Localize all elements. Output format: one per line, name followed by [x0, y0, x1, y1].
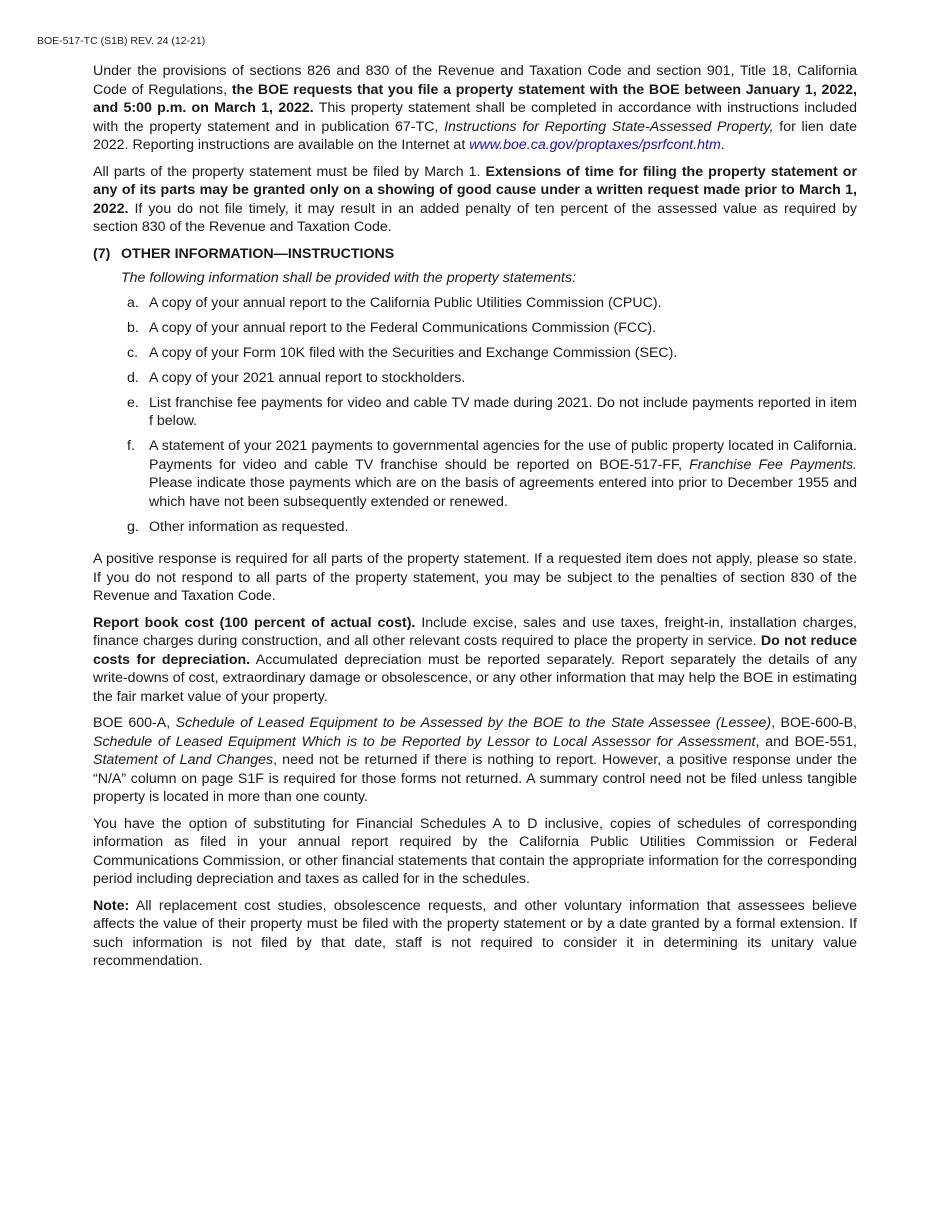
document-body	[93, 62, 857, 979]
list-item: d. A copy of your 2021 annual report to stockholders.	[127, 369, 466, 386]
filing-deadline-paragraph: All parts of the property statement must be filed by March 1. Extensions of time for filing the property statement or any of its parts may be granted only on a showing of good cause under a written request made prior to March 1, 2022. If you do not file timely, it may result in an added penalty of ten percent of the assessed value as required by section 830 of the Revenue and Taxation Code.	[93, 163, 857, 235]
leased-equipment-paragraph: BOE 600-A, Schedule of Leased Equipment to be Assessed by the BOE to the State Assessee (Lessee), BOE-600-B, Schedule of Leased Equipment Which is to be Reported by Lessor to Local Assessor for Assessment, and BOE-551, Statement of Land Changes, need not be returned if there is nothing to report. However, a positive response under the “N/A” column on page S1F is required for those forms not returned. A summary control need not be filed unless tangible property is located in more than one county.	[93, 715, 858, 805]
required-items-list	[93, 294, 857, 537]
list-item: g. Other information as requested.	[127, 518, 349, 535]
boe-instructions-link[interactable]: www.boe.ca.gov/proptaxes/psrfcont.htm	[469, 137, 721, 153]
note-label: Note:	[93, 897, 130, 914]
list-item: c. A copy of your Form 10K filed with the Securities and Exchange Commission (SEC).	[127, 344, 678, 361]
section-7-intro: The following information shall be provided with the property statements:	[121, 270, 577, 286]
list-item: f. A statement of your 2021 payments to governmental agencies for the use of public property located in California. Payments for video and cable TV franchise should be reported on BOE-517-FF, Franchise Fee Payments. Please indicate those payments which are on the basis of agreements entered into prior to December 1955 and which have not been subsequently extended or renewed.	[127, 438, 857, 510]
section-title: OTHER INFORMATION—INSTRUCTIONS	[121, 245, 395, 262]
book-cost-paragraph: Report book cost (100 percent of actual cost). Include excise, sales and use taxes, freight-in, installation charges, finance charges during construction, and all other relevant costs required to place the property in service. Do not reduce costs for depreciation. Accumulated depreciation must be reported separately. Report separately the details of any write-downs of cost, extraordinary damage or obsolescence, or any other information that may help the BOE in estimating the fair market value of your property.	[93, 614, 858, 705]
section-number: (7)	[93, 245, 111, 262]
section-7-heading	[93, 245, 857, 264]
list-item: e. List franchise fee payments for video and cable TV made during 2021. Do not include payments reported in item f below.	[127, 394, 857, 429]
financial-schedules-paragraph: You have the option of substituting for Financial Schedules A to D inclusive, copies of schedules of corresponding information as filed in your annual report required by the California Public Utilities Commission or Federal Communications Commission, or other financial statements that contain the appropriate information for the corresponding period including depreciation and taxes as called for in the schedules.	[93, 815, 857, 887]
positive-response-paragraph: A positive response is required for all parts of the property statement. If a requested item does not apply, please so state. If you do not respond to all parts of the property statement, you may be subject to the penalties of section 830 of the Revenue and Taxation Code.	[93, 551, 857, 604]
list-item: a. A copy of your annual report to the California Public Utilities Commission (CPUC).	[127, 294, 662, 311]
filing-requirement-paragraph: Under the provisions of sections 826 and 830 of the Revenue and Taxation Code and section 901, Title 18, California Code of Regulations, the BOE requests that you file a property statement with the BOE between January 1, 2022, and 5:00 p.m. on March 1, 2022. This property statement shall be completed in accordance with instructions included with the property statement and in publication 67-TC, Instructions for Reporting State-Assessed Property, for lien date 2022. Reporting instructions are available on the Internet at www.boe.ca.gov/proptaxes/psrfcont.htm.	[93, 63, 857, 153]
form-id: BOE-517-TC (S1B) REV. 24 (12-21)	[37, 35, 206, 47]
note-paragraph: Note: All replacement cost studies, obsolescence requests, and other voluntary information that assessees believe affects the value of their property must be filed with the property statement or by a date granted by a formal extension. If such information is not filed by that date, staff is not required to consider it in determining its unitary value recommendation.	[93, 897, 857, 969]
list-item: b. A copy of your annual report to the Federal Communications Commission (FCC).	[127, 319, 657, 336]
